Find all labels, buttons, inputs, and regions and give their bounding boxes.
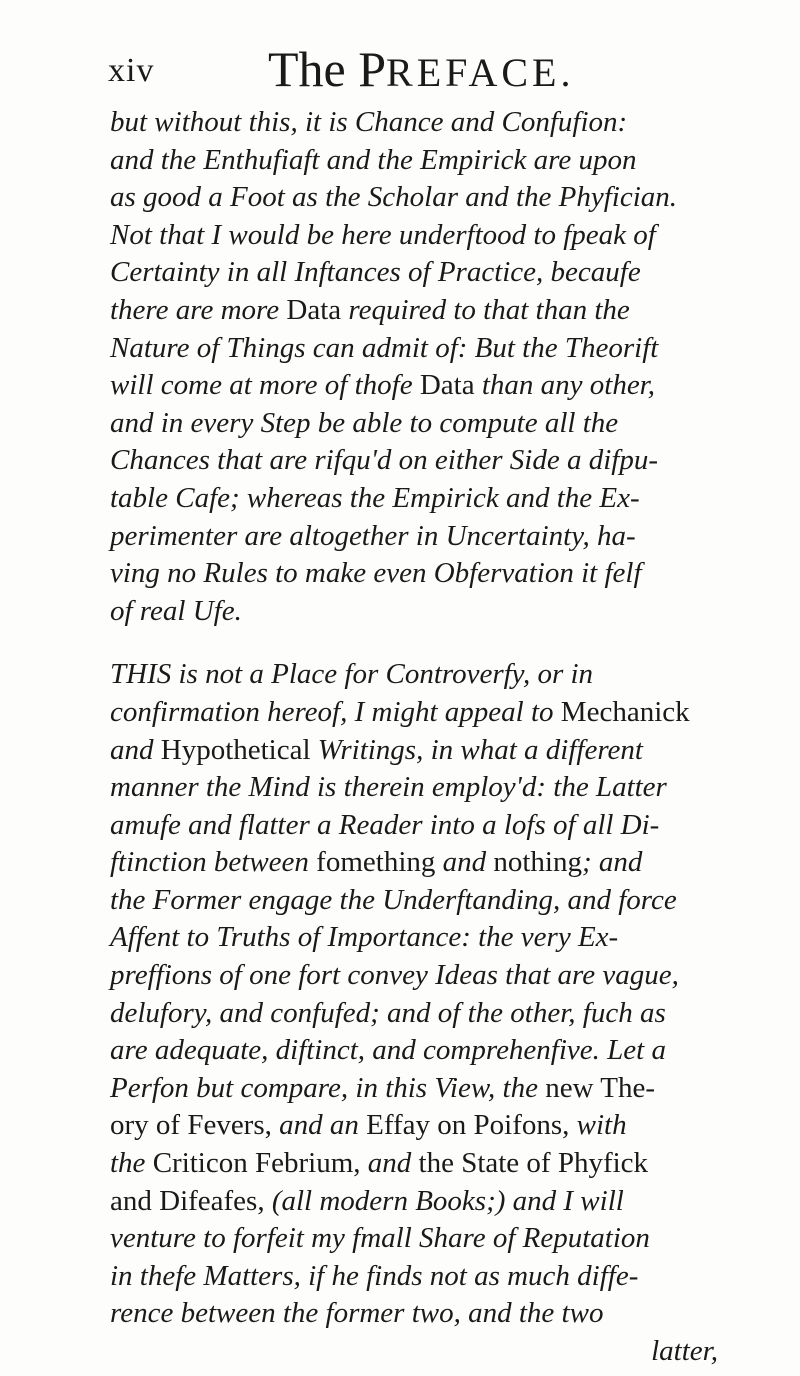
text-line — [110, 656, 770, 694]
roman-text: Criticon Febrium, — [152, 1147, 361, 1180]
text-line — [110, 1145, 770, 1183]
paragraph-gap — [110, 630, 770, 656]
roman-text: Mechanick — [560, 695, 690, 728]
roman-text: Hypothetical — [160, 733, 311, 766]
running-head-caps: REFACE. — [386, 50, 575, 95]
text-line — [110, 179, 770, 217]
italic-text: (all modern Books;) and I will — [264, 1184, 624, 1217]
catchword: latter, — [651, 1335, 718, 1367]
paragraph-1 — [110, 104, 770, 630]
italic-text: and in every Step be able to compute all the — [110, 406, 619, 439]
text-line — [110, 732, 770, 770]
italic-text: required to that than the — [341, 293, 630, 326]
italic-text: ftinction between — [110, 846, 317, 879]
italic-text: preffions of one fort convey Ideas that are vague, — [110, 959, 679, 992]
roman-text: nothing — [493, 846, 582, 879]
text-line — [110, 1295, 770, 1333]
italic-text: with — [569, 1109, 627, 1142]
text-line — [110, 807, 770, 845]
italic-text: and — [110, 733, 161, 766]
italic-text: than any other, — [474, 369, 656, 402]
roman-text: new The- — [545, 1071, 655, 1104]
roman-text: ory of Fevers, — [110, 1109, 272, 1142]
italic-text: amufe and flatter a Reader into a lofs of all Di- — [110, 808, 660, 841]
italic-text: there are more — [110, 293, 287, 326]
paragraph-2 — [110, 656, 770, 1333]
italic-text: perimenter are altogether in Uncertainty, ha- — [110, 519, 636, 552]
text-line — [110, 480, 770, 518]
italic-text: Certainty in all Inftances of Practice, becaufe — [110, 256, 641, 289]
italic-text: table Cafe; whereas the Empirick and the Ex- — [110, 481, 640, 514]
text-line — [110, 104, 770, 142]
text-line — [110, 442, 770, 480]
italic-text: Writings, in what a different — [310, 733, 643, 766]
text-line — [110, 367, 770, 405]
roman-text: Data — [419, 369, 475, 402]
running-head-initial: The P — [268, 41, 387, 97]
text-line — [110, 593, 770, 631]
italic-text: but without this, it is Chance and Confufion: — [110, 106, 628, 138]
text-line — [110, 919, 770, 957]
text-line — [110, 217, 770, 255]
italic-text: and an — [271, 1109, 367, 1142]
italic-text: and the Enthufiaft and the Empirick are upon — [110, 143, 637, 176]
italic-text: the Former engage the Underftanding, and force — [110, 883, 677, 916]
italic-text: Chances that are rifqu'd on either Side a difpu- — [110, 444, 659, 477]
text-line — [110, 1183, 770, 1221]
italic-text: delufory, and confufed; and of the other, fuch as — [110, 996, 666, 1029]
catchword-line — [110, 1333, 770, 1371]
italic-text: of real Ufe. — [110, 594, 242, 627]
roman-text: and Difeafes, — [110, 1184, 265, 1217]
body-text — [110, 104, 770, 1371]
text-line — [110, 995, 770, 1033]
italic-text: Affent to Truths of Importance: the very Ex- — [110, 921, 619, 954]
roman-text: the State of Phyfick — [418, 1147, 649, 1180]
text-line — [110, 694, 770, 732]
italic-text: and — [360, 1147, 419, 1180]
roman-text: Effay on Poifons, — [366, 1109, 570, 1142]
text-line — [110, 769, 770, 807]
roman-text: fomething — [316, 846, 436, 879]
italic-text: confirmation hereof, I might appeal to — [110, 695, 561, 728]
italic-text: as good a Foot as the Scholar and the Phyfician. — [110, 181, 678, 214]
text-line — [110, 1032, 770, 1070]
italic-text: the — [110, 1147, 153, 1180]
italic-text: Perfon but compare, in this View, the — [110, 1071, 546, 1104]
page-header — [108, 40, 748, 100]
text-line — [110, 254, 770, 292]
running-head — [268, 40, 574, 98]
italic-text: ving no Rules to make even Obfervation it felf — [110, 557, 642, 590]
text-line — [110, 142, 770, 180]
italic-text: Nature of Things can admit of: But the Theorift — [110, 331, 659, 364]
italic-text: rence between the former two, and the two — [110, 1297, 604, 1330]
text-line — [110, 292, 770, 330]
text-line — [110, 957, 770, 995]
text-line — [110, 330, 770, 368]
text-line — [110, 882, 770, 920]
italic-text: ; and — [582, 846, 643, 879]
italic-text: in thefe Matters, if he finds not as much diffe- — [110, 1259, 639, 1292]
text-line — [110, 405, 770, 443]
text-line — [110, 518, 770, 556]
roman-text: Data — [286, 293, 342, 326]
italic-text: will come at more of thofe — [110, 369, 420, 402]
page-number: xiv — [108, 52, 155, 89]
italic-text: Not that I would be here underftood to fpeak of — [110, 218, 656, 251]
text-line — [110, 1070, 770, 1108]
italic-text: venture to forfeit my fmall Share of Reputation — [110, 1222, 650, 1255]
text-line — [110, 1258, 770, 1296]
italic-text: THIS is not a Place for Controverfy, or in — [110, 658, 594, 691]
italic-text: manner the Mind is therein employ'd: the Latter — [110, 771, 667, 804]
text-line — [110, 1220, 770, 1258]
italic-text: are adequate, diftinct, and comprehenfive. Let a — [110, 1034, 666, 1067]
italic-text: and — [435, 846, 494, 879]
text-line — [110, 1107, 770, 1145]
text-line — [110, 555, 770, 593]
text-line — [110, 844, 770, 882]
